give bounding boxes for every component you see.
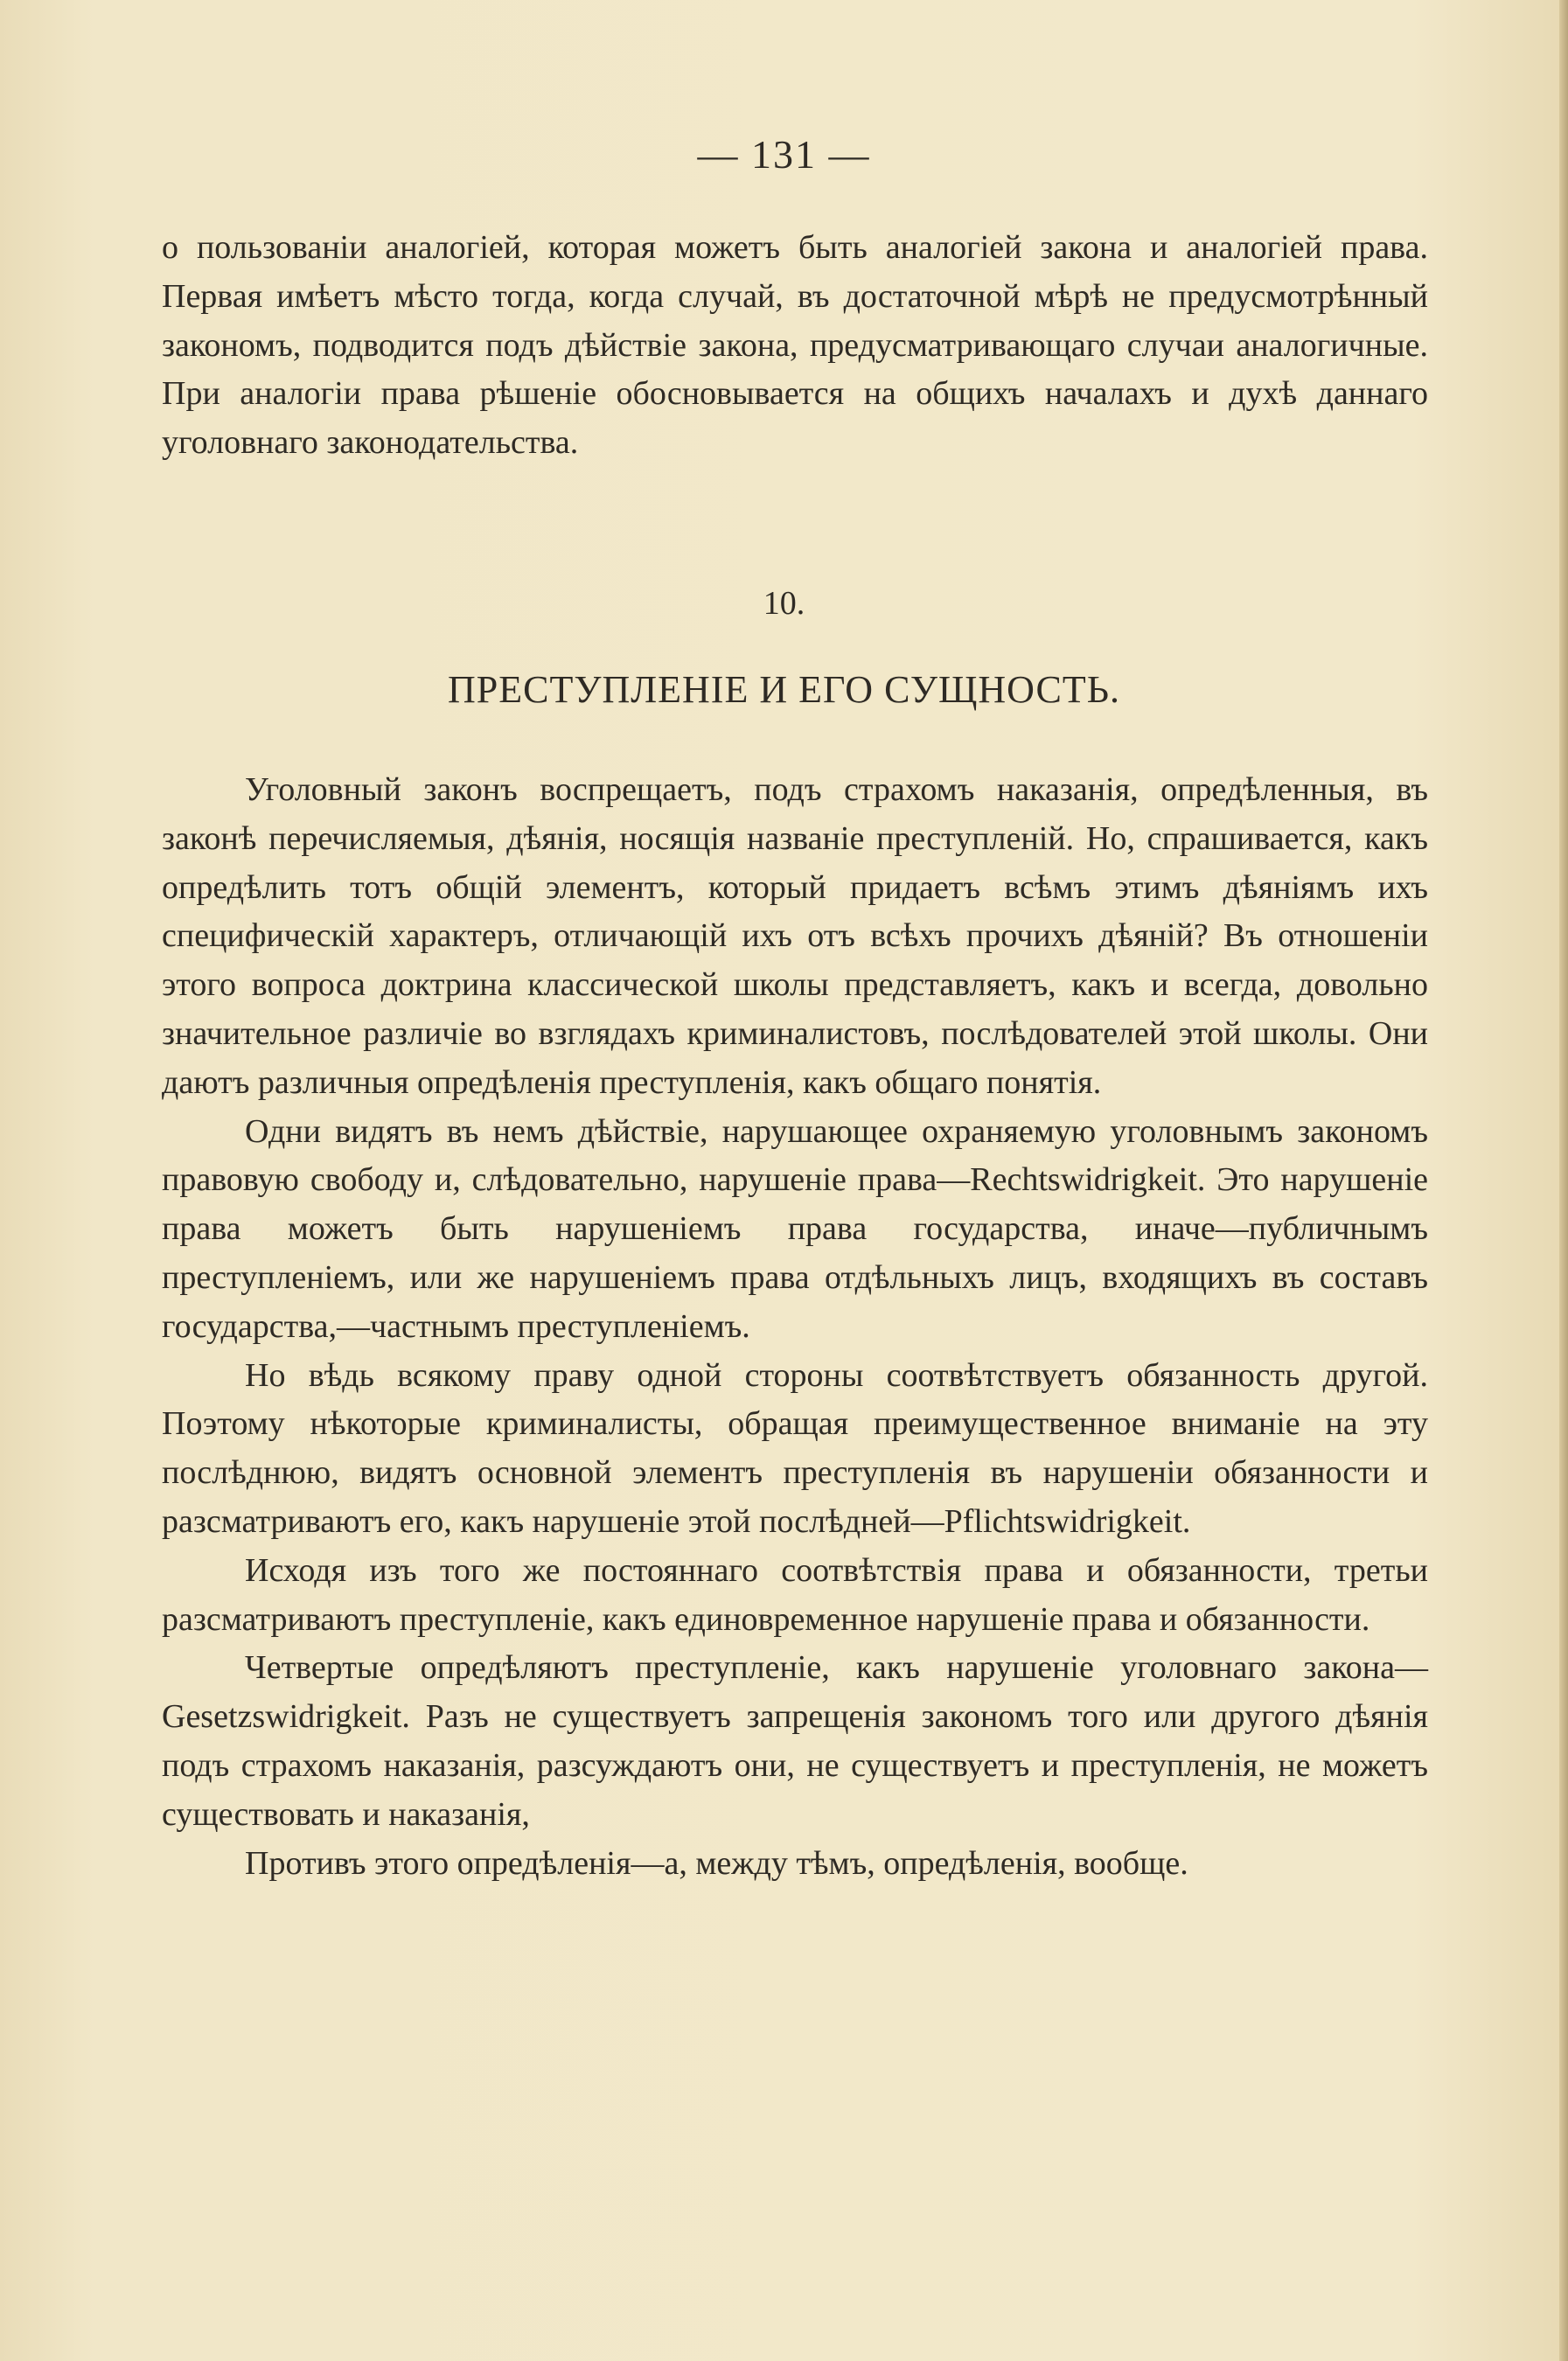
paragraph: Исходя изъ того же постояннаго соотвѣтствія права и обязанности, третьи разсматриваютъ преступленіе, какъ единовременное нарушеніе права и обязанности. [162,1551,1428,1638]
paragraph: Уголовный законъ воспрещаетъ, подъ страхомъ наказанія, опредѣленныя, въ законѣ перечисляемыя, дѣянія, носящія названіе преступленій. Но, спрашивается, какъ опредѣлить тотъ общій элементъ, который придаетъ всѣмъ этимъ дѣяніямъ ихъ специфическій характеръ, отличающій ихъ отъ всѣхъ прочихъ дѣяній? Въ отношеніи этого вопроса доктрина классической школы представляетъ, какъ и всегда, довольно значительное различіе во взглядахъ криминалистовъ, послѣдователей этой школы. Они даютъ различныя опредѣленія преступленія, какъ общаго понятія. [162,771,1428,1101]
body-text-block [162,766,1428,1888]
top-text-block [162,224,1428,468]
paragraph: Одни видятъ въ немъ дѣйствіе, нарушающее охраняемую уголовнымъ закономъ правовую свободу и, слѣдовательно, нарушеніе права—Rechtswidrigkeit. Это нарушеніе права можетъ быть нарушеніемъ права государства, иначе—публичнымъ преступленіемъ, или же нарушеніемъ права отдѣльныхъ лицъ, входящихъ въ составъ государства,—частнымъ преступленіемъ. [162,1112,1428,1345]
page-edge [1559,0,1568,2361]
page-number: — 131 — [697,132,871,177]
paragraph: Но вѣдь всякому праву одной стороны соотвѣтствуетъ обязанность другой. Поэтому нѣкоторые криминалисты, обращая преимущественное вниманіе на эту послѣднюю, видятъ основной элементъ преступленія въ нарушеніи обязанности и разсматриваютъ его, какъ нарушеніе этой послѣдней—Pflichtswidrigkeit. [162,1356,1428,1540]
paragraph: Четвертые опредѣляютъ преступленіе, какъ нарушеніе уголовнаго закона—Gesetzswidrigkeit. Разъ не существуетъ запрещенія закономъ того или другого дѣянія подъ страхомъ наказанія, разсуждаютъ они, не существуетъ и преступленія, не можетъ существовать и наказанія, [162,1649,1428,1833]
paragraph: Противъ этого опредѣленія—а, между тѣмъ, опредѣленія, вообще. [245,1844,1188,1882]
top-paragraph: о пользованіи аналогіей, которая можетъ быть аналогіей закона и аналогіей права. Первая имѣетъ мѣсто тогда, когда случай, въ достаточной мѣрѣ не предусмотрѣнный закономъ, подводится подъ дѣйствіе закона, предусматривающаго случаи аналогичные. При аналогіи права рѣшеніе обосновывается на общихъ началахъ и духѣ даннаго уголовнаго законодательства. [162,229,1428,462]
section-number: 10. [763,585,805,622]
section-title: ПРЕСТУПЛЕНІЕ И ЕГО СУЩНОСТЬ. [448,668,1120,711]
